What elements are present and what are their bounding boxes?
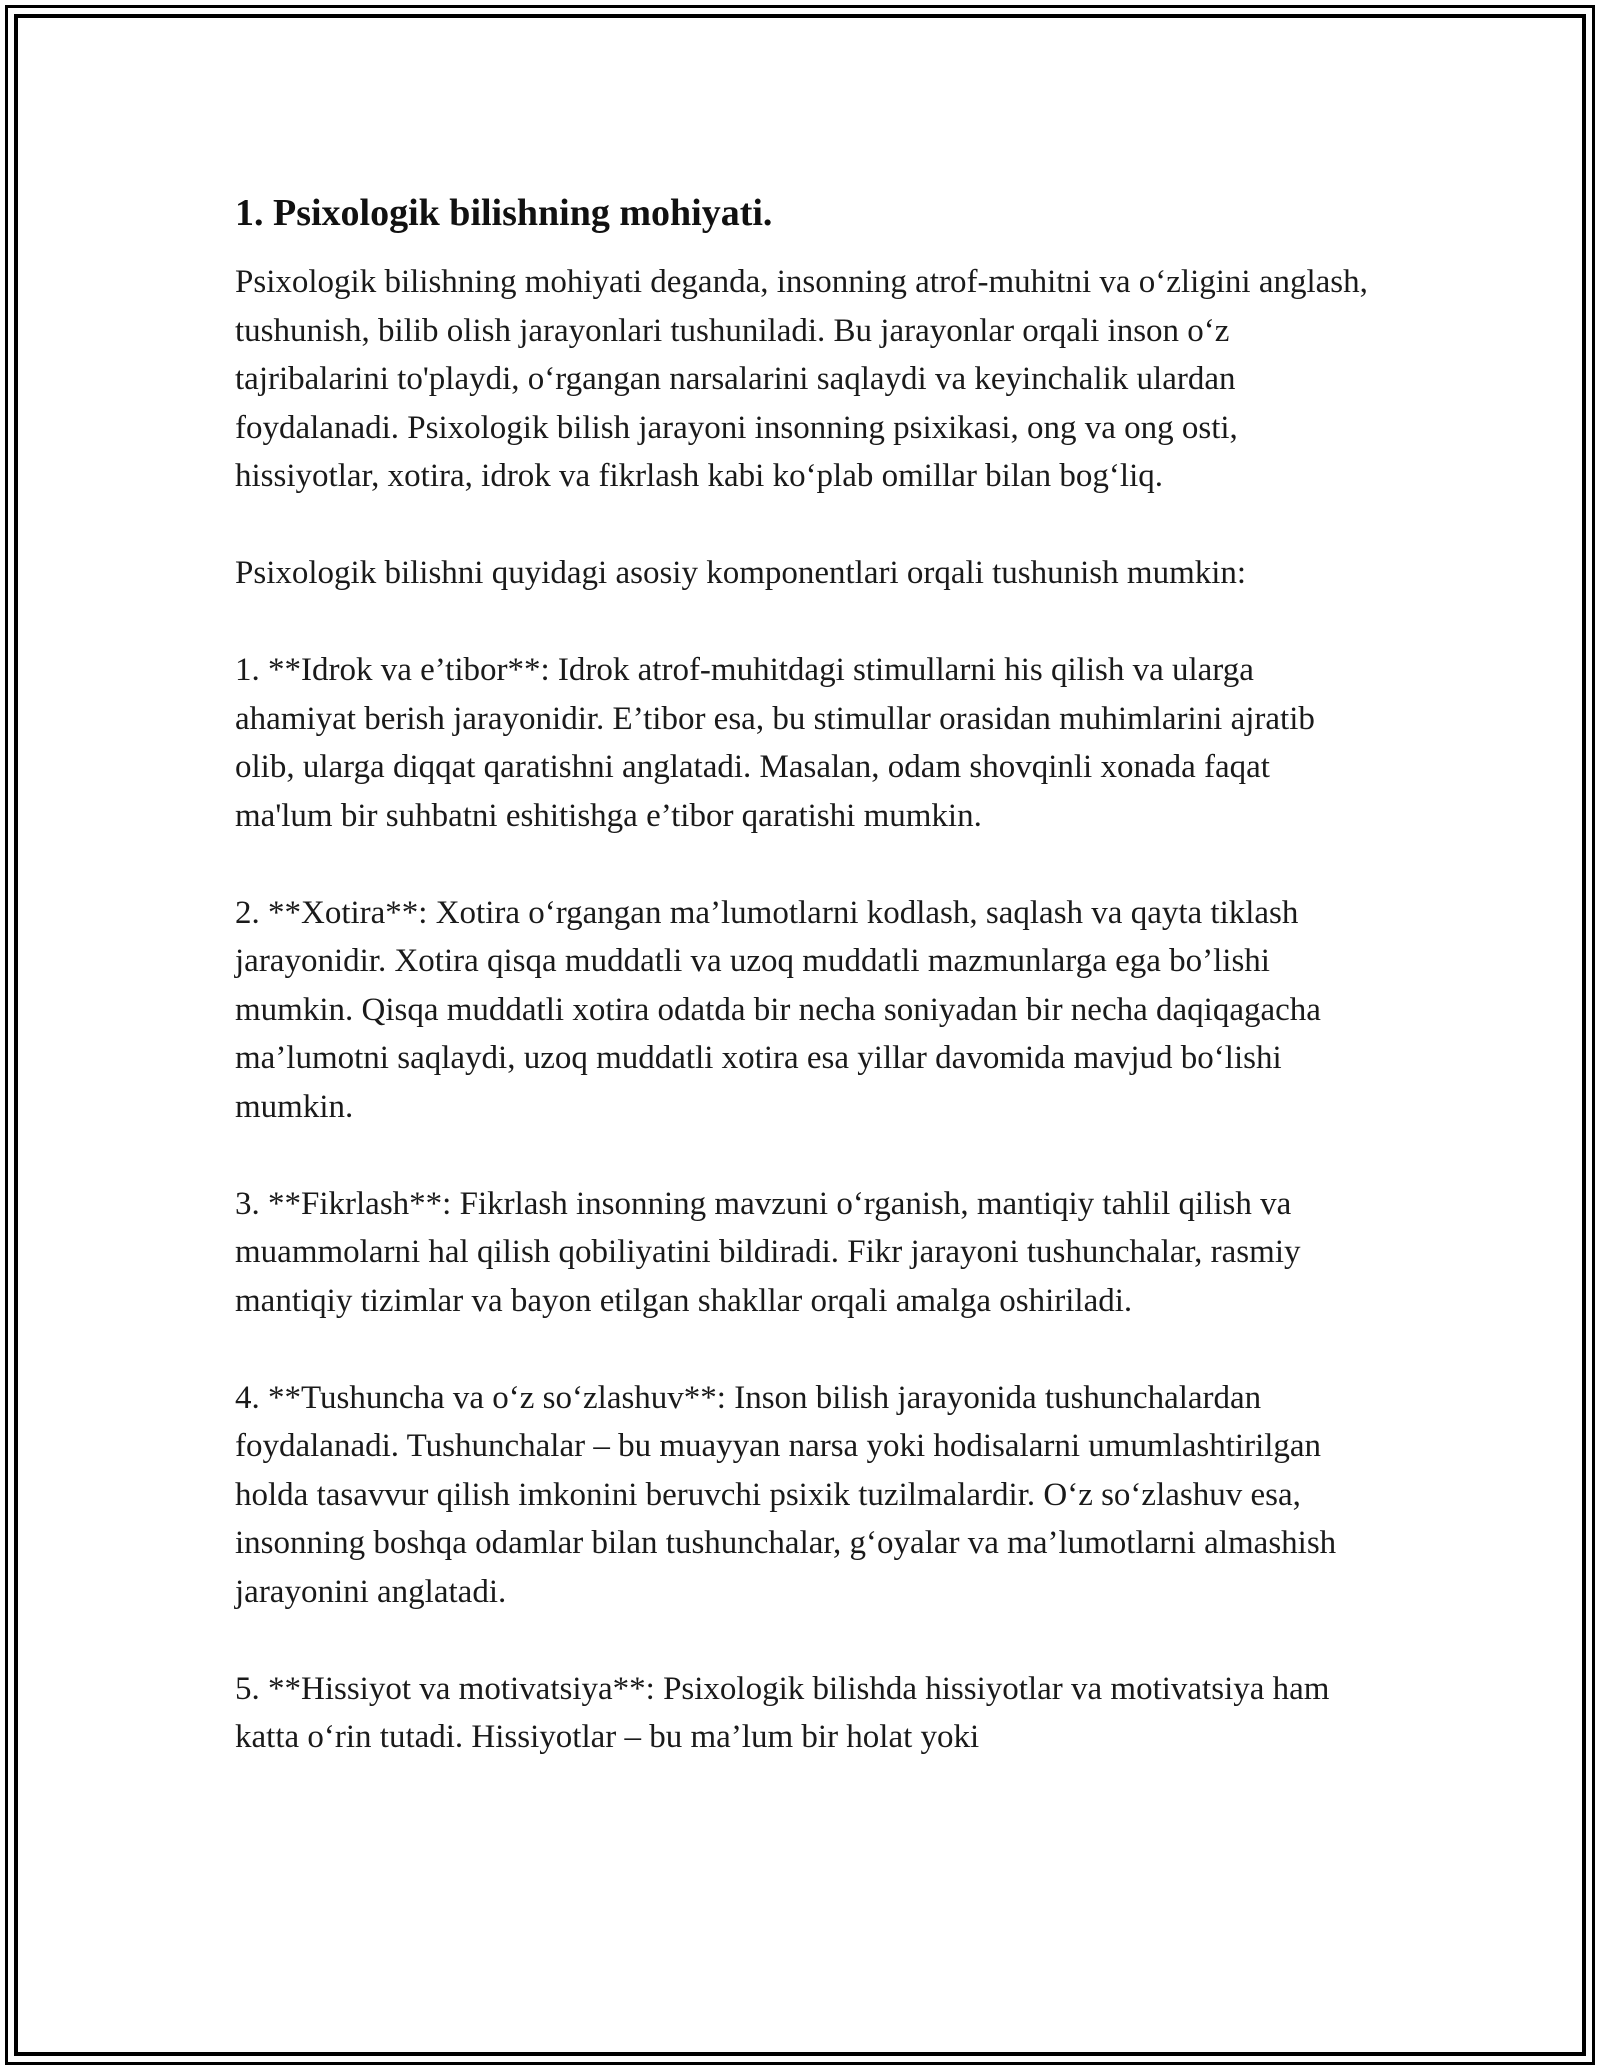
paragraph-item-2: 2. **Xotira**: Xotira o‘rgangan ma’lumotlarni kodlash, saqlash va qayta tiklash jarayonidir. Xotira qisqa muddatli va uzoq muddatli mazmunlarga ega bo’lishi mumkin. Qisqa muddatli xotira odatda bir necha soniyadan bir necha daqiqagacha ma’lumotni saqlaydi, uzoq muddatli xotira esa yillar davomida mavjud bo‘lishi mumkin. [235,894,1321,1125]
section-heading: 1. Psixologik bilishning mohiyati. [235,192,773,234]
paragraph-intro: Psixologik bilishning mohiyati deganda, insonning atrof-muhitni va o‘zligini anglash, tushunish, bilib olish jarayonlari tushuniladi. Bu jarayonlar orqali inson o‘z tajribalarini to'playdi, o‘rgangan narsalarini saqlaydi va keyinchalik ulardan foydalanadi. Psixologik bilish jarayoni insonning psixikasi, ong va ong osti, hissiyotlar, xotira, idrok va fikrlash kabi ko‘plab omillar bilan bog‘liq. [235,264,1368,494]
paragraph-item-3: 3. **Fikrlash**: Fikrlash insonning mavzuni o‘rganish, mantiqiy tahlil qilish va muammolarni hal qilish qobiliyatini bildiradi. Fikr jarayoni tushunchalar, rasmiy mantiqiy tizimlar va bayon etilgan shakllar orqali amalga oshiriladi. [235,1185,1301,1319]
paragraph-item-4: 4. **Tushuncha va o‘z so‘zlashuv**: Inson bilish jarayonida tushunchalardan foydalanadi. Tushunchalar – bu muayyan narsa yoki hodisalarni umumlashtirilgan holda tasavvur qilish imkonini beruvchi psixik tuzilmalardir. O‘z so‘zlashuv esa, insonning boshqa odamlar bilan tushunchalar, g‘oyalar va ma’lumotlarni almashish jarayonini anglatadi. [235,1379,1337,1610]
paragraph-components-lead: Psixologik bilishni quyidagi asosiy komponentlari orqali tushunish mumkin: [235,555,1247,591]
paragraph-item-1: 1. **Idrok va e’tibor**: Idrok atrof-muhitdagi stimullarni his qilish va ularga ahamiyat berish jarayonidir. E’tibor esa, bu stimullar orasidan muhimlarini ajratib olib, ularga diqqat qaratishni anglatadi. Masalan, odam shovqinli xonada faqat ma'lum bir suhbatni eshitishga e’tibor qaratishi mumkin. [235,652,1315,834]
paragraph-item-5: 5. **Hissiyot va motivatsiya**: Psixologik bilishda hissiyotlar va motivatsiya ham katta o‘rin tutadi. Hissiyotlar – bu ma’lum bir holat yoki [235,1670,1330,1755]
document-body [235,186,1375,1810]
